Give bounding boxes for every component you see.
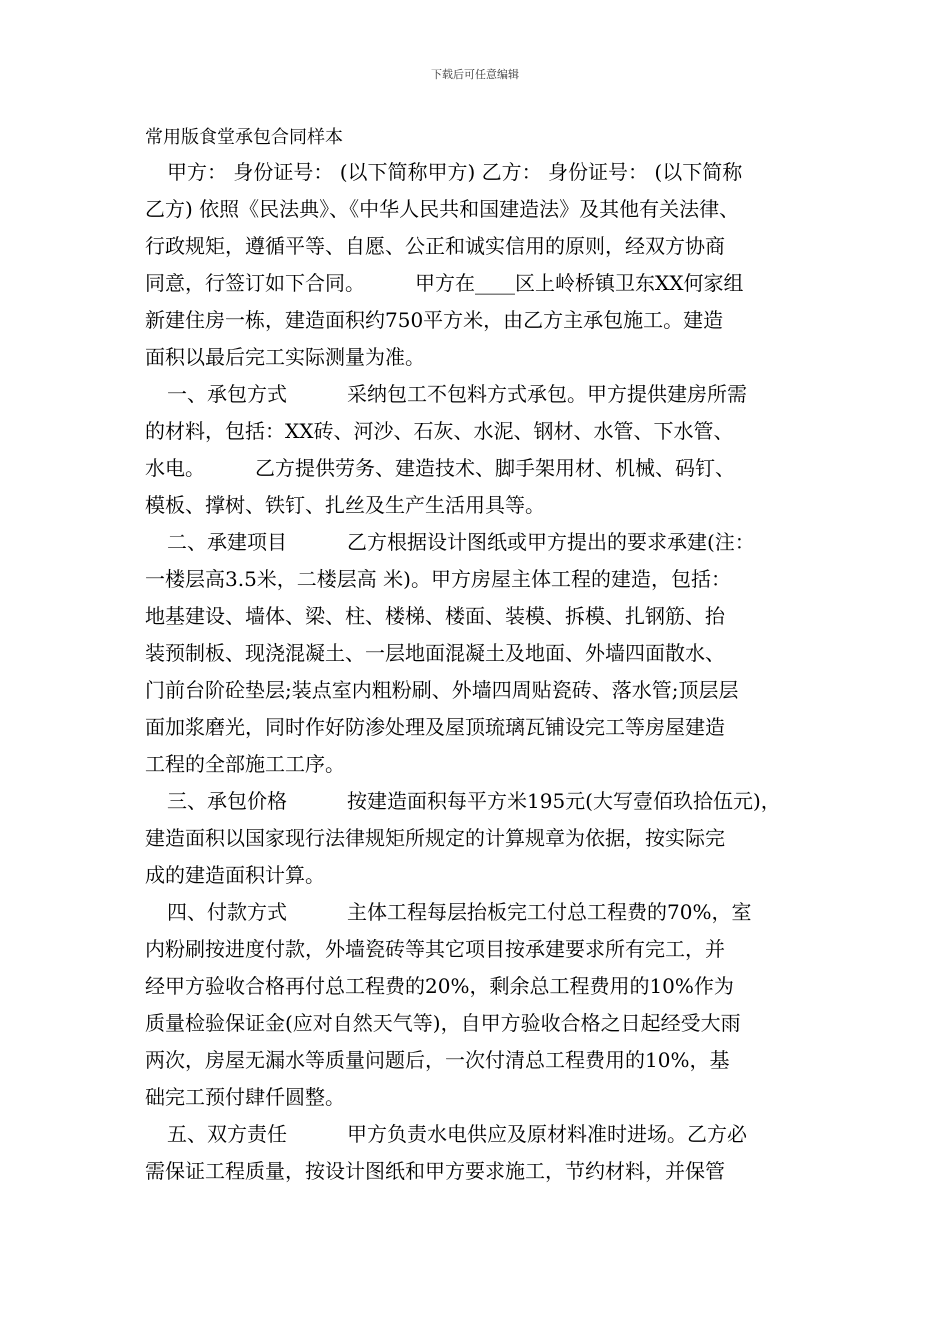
header-note: 下载后可任意编辑 [431, 68, 519, 81]
body-line: 础完工预付肆仟圆整。 [145, 1085, 345, 1109]
body-line: 五、双方责任 甲方负责水电供应及原材料准时进场。乙方必 [167, 1122, 747, 1146]
body-line: 质量检验保证金(应对自然天气等)，自甲方验收合格之日起经受大雨 [145, 1011, 741, 1035]
body-line: 面加浆磨光，同时作好防渗处理及屋顶琉璃瓦铺设完工等房屋建造 [145, 715, 725, 739]
body-line: 装预制板、现浇混凝土、一层地面混凝土及地面、外墙四面散水、 [145, 641, 725, 665]
body-line: 一楼层高3.5米，二楼层高 米)。甲方房屋主体工程的建造，包括： [145, 567, 731, 591]
body-line: 四、付款方式 主体工程每层抬板完工付总工程费的70%，室 [167, 900, 752, 924]
body-line: 两次，房屋无漏水等质量问题后，一次付清总工程费用的10%，基 [145, 1048, 730, 1072]
body-line: 同意，行签订如下合同。 甲方在____区上岭桥镇卫东XX何家组 [145, 271, 744, 295]
body-line: 水电。 乙方提供劳务、建造技术、脚手架用材、机械、码钉、 [145, 456, 735, 480]
body-line: 成的建造面积计算。 [145, 863, 325, 887]
body-line: 门前台阶砼垫层;装点室内粗粉刷、外墙四周贴瓷砖、落水管;顶层层 [145, 678, 739, 702]
body-line: 内粉刷按进度付款，外墙瓷砖等其它项目按承建要求所有完工，并 [145, 937, 725, 961]
body-line: 需保证工程质量，按设计图纸和甲方要求施工，节约材料，并保管 [145, 1159, 725, 1183]
body-line: 新建住房一栋，建造面积约750平方米，由乙方主承包施工。建造 [145, 308, 724, 332]
body-line: 三、承包价格 按建造面积每平方米195元(大写壹佰玖拾伍元)， [167, 789, 781, 813]
body-line: 工程的全部施工工序。 [145, 752, 345, 776]
body-line: 模板、撑树、铁钉、扎丝及生产生活用具等。 [145, 493, 545, 517]
body-line: 的材料，包括：XX砖、河沙、石灰、水泥、钢材、水管、下水管、 [145, 419, 734, 443]
body-line: 地基建设、墙体、梁、柱、楼梯、楼面、装模、拆模、扎钢筋、抬 [145, 604, 725, 628]
body-line: 经甲方验收合格再付总工程费的20%，剩余总工程费用的10%作为 [145, 974, 734, 998]
body-line: 行政规矩，遵循平等、自愿、公正和诚实信用的原则，经双方协商 [145, 234, 725, 258]
document-body [145, 154, 807, 1190]
body-line: 甲方： 身份证号： (以下简称甲方) 乙方： 身份证号： (以下简称 [167, 160, 743, 184]
body-line: 乙方) 依照《民法典》、《中华人民共和国建造法》及其他有关法律、 [145, 197, 740, 221]
body-line: 二、承建项目 乙方根据设计图纸或甲方提出的要求承建(注： [167, 530, 755, 554]
body-line: 一、承包方式 采纳包工不包料方式承包。甲方提供建房所需 [167, 382, 747, 406]
body-line: 面积以最后完工实际测量为准。 [145, 345, 425, 369]
body-line: 建造面积以国家现行法律规矩所规定的计算规章为依据，按实际完 [145, 826, 725, 850]
document-title: 常用版食堂承包合同样本 [145, 127, 343, 148]
